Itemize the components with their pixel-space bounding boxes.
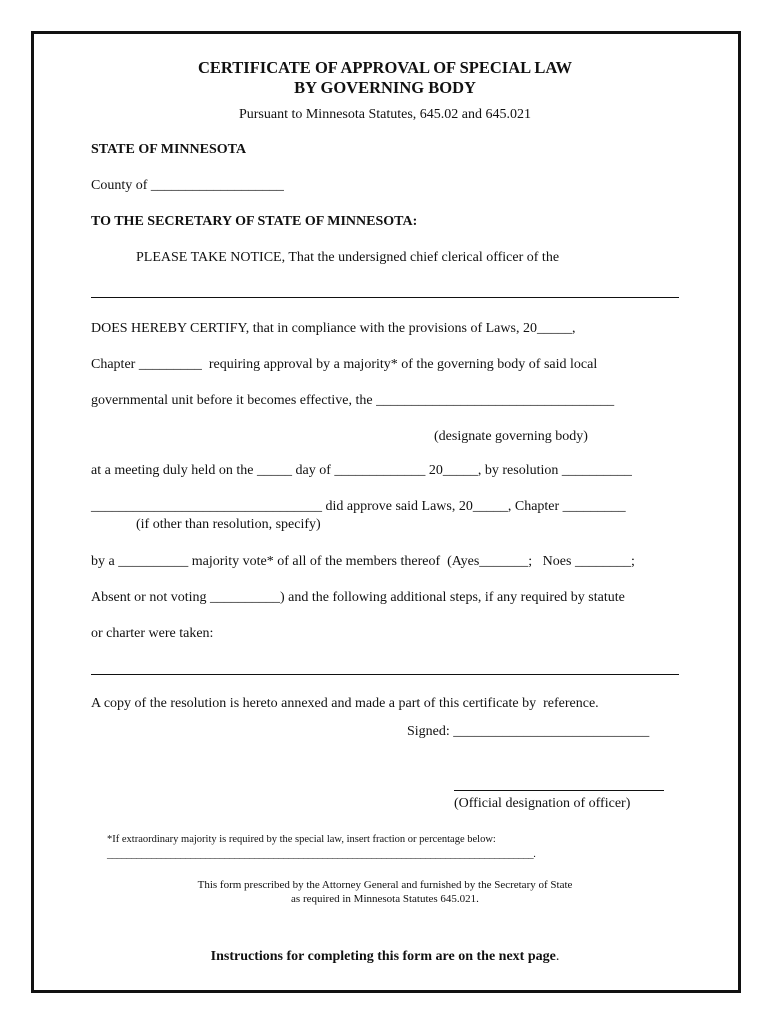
meeting-text: at a meeting duly held on the _____ day of _____________ 20_____, by resolution __________ <box>91 463 632 478</box>
footnote-blank: _______________________________________________________________________________________. <box>107 849 536 860</box>
certify-text: DOES HEREBY CERTIFY, that in compliance with the provisions of Laws, 20_____, <box>91 321 576 336</box>
charter-text: or charter were taken: <box>91 626 214 641</box>
footer-prescribed: This form prescribed by the Attorney General and furnished by the Secretary of State <box>197 879 573 891</box>
instructions-note <box>0 948 770 966</box>
designate-caption: (designate governing body) <box>434 429 588 444</box>
absent-text: Absent or not voting __________) and the following additional steps, if any required by statute <box>91 590 625 605</box>
state-heading: STATE OF MINNESOTA <box>91 142 247 157</box>
officer-designation-caption: (Official designation of officer) <box>454 796 631 811</box>
copy-resolution-text: A copy of the resolution is hereto annexed and made a part of this certificate by reference. <box>91 696 599 711</box>
footer-statute: as required in Minnesota Statutes 645.021. <box>291 893 479 905</box>
other-than-resolution-caption: (if other than resolution, specify) <box>136 517 321 532</box>
form-title-line1: CERTIFICATE OF APPROVAL OF SPECIAL LAW <box>198 58 572 77</box>
instructions-text: Instructions for completing this form are on the next page <box>210 949 556 964</box>
form-subtitle: Pursuant to Minnesota Statutes, 645.02 and 645.021 <box>238 107 532 122</box>
form-title-line2: BY GOVERNING BODY <box>294 78 476 97</box>
governmental-unit-line <box>91 297 679 298</box>
governmental-text: governmental unit before it becomes effective, the __________________________________ <box>91 393 615 408</box>
instructions-period: . <box>555 949 560 964</box>
signature-field: Signed: ____________________________ <box>407 724 650 739</box>
approve-text: _________________________________ did approve said Laws, 20_____, Chapter _________ <box>91 499 626 514</box>
vote-text: by a __________ majority vote* of all of the members thereof (Ayes_______; Noes ________; <box>91 554 635 569</box>
footnote-text: *If extraordinary majority is required by the special law, insert fraction or percentage below: <box>107 834 496 845</box>
notice-text: PLEASE TAKE NOTICE, That the undersigned chief clerical officer of the <box>136 250 560 265</box>
addressee-heading: TO THE SECRETARY OF STATE OF MINNESOTA: <box>91 214 418 229</box>
county-field: County of ___________________ <box>91 178 284 193</box>
chapter-text: Chapter _________ requiring approval by a majority* of the governing body of said local <box>91 357 598 372</box>
officer-designation-line <box>454 790 664 791</box>
additional-steps-line <box>91 674 679 675</box>
